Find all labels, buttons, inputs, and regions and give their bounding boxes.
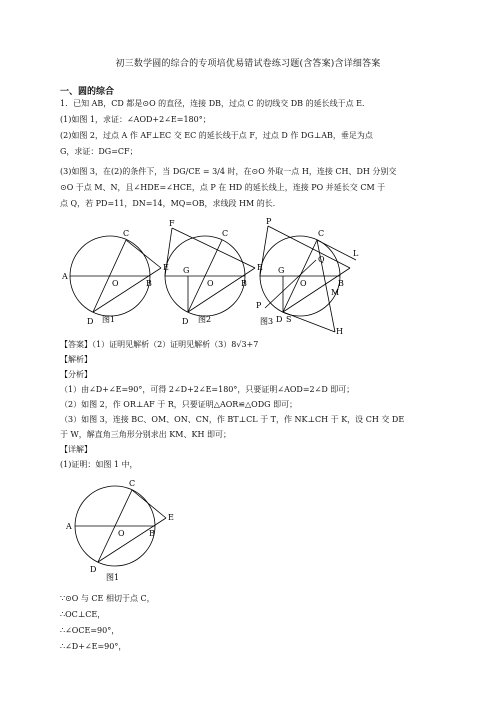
fig1-label-d: D (87, 317, 94, 326)
fig1b-label-o: O (118, 529, 125, 538)
figure-1-repeat (60, 476, 190, 586)
analysis-heading: 【解析】 (60, 355, 92, 364)
fig2-label-f: F (169, 219, 175, 228)
fig1-caption: 图1 (102, 315, 116, 324)
fig3-label-g: G (278, 266, 285, 275)
fig3-label-s: S (286, 315, 292, 324)
analysis-3a: （3）如图 3，连接 BC、OM、ON、CN，作 BT⊥CL 于 T，作 NK⊥CH 于 K，设 CH 交 DE (60, 415, 405, 424)
fig1b-label-c: C (129, 479, 136, 488)
fig3-label-p: P (256, 301, 262, 310)
q1-intro: 1．已知 AB，CD 都是⊙O 的直径，连接 DB，过点 C 的切线交 DB 的延长线于点 E． (60, 99, 370, 108)
fig3-label-m: M (331, 288, 340, 297)
fig3-label-c: C (318, 229, 325, 238)
fig1b-label-a: A (66, 522, 72, 531)
section-heading: 一、圆的综合 (60, 87, 115, 97)
fig3-label-b: B (338, 279, 344, 288)
fig1b-caption: 图1 (106, 573, 120, 582)
fig3-label-l: L (353, 249, 359, 258)
detail-1: (1)证明：如图 1 中， (60, 460, 138, 469)
q1-part2b: G，求证：DG=CF； (60, 147, 138, 156)
fig3-label-o: O (300, 279, 307, 288)
step-4: ∴∠D+∠E=90°， (60, 642, 127, 651)
detail-heading: 【详解】 (60, 445, 92, 454)
fig2-label-o: O (207, 279, 214, 288)
analysis-3b: 于 W，解直角三角形分别求出 KM、KH 即可； (60, 430, 231, 439)
fig2-caption: 图2 (198, 315, 212, 324)
fenxi-heading: 【分析】 (60, 370, 92, 379)
figure-2 (165, 228, 255, 316)
fig1b-label-b: B (149, 529, 155, 538)
fig2-label-b: B (241, 279, 247, 288)
fig1b-label-e: E (168, 513, 174, 522)
q1-part3a: (3)如图 3，在(2)的条件下，当 DG/CE = 3/4 时，在⊙O 外取一点 H，连接 CH、DH 分别交 (60, 167, 397, 176)
figure-1 (70, 236, 161, 316)
q1-part1: (1)如图 1，求证：∠AOD+2∠E=180°； (60, 115, 211, 124)
fig1-label-e: E (163, 263, 169, 272)
q1-part3c: 点 Q，若 PD=11，DN=14，MQ=OB，求线段 HM 的长． (60, 199, 281, 208)
analysis-1: （1）由∠D+∠E=90°，可得 2∠D+2∠E=180°，只要证明∠AOD=2∠D 即可； (60, 385, 355, 394)
fig1b-label-d: D (90, 565, 97, 574)
fig1-label-a: A (62, 272, 68, 281)
fig2-label-c: C (222, 229, 229, 238)
step-1: ∵⊙O 与 CE 相切于点 C， (60, 594, 155, 603)
fig2-label-g: G (183, 266, 190, 275)
fig3-label-p-top: P (266, 217, 272, 226)
fig2-label-e: E (257, 263, 263, 272)
figures-row (60, 216, 360, 336)
fig3-caption: 图3 (260, 317, 274, 326)
step-3: ∴∠OCE=90°， (60, 626, 120, 635)
fig3-label-q: Q (318, 255, 325, 264)
page-title: 初三数学圆的综合的专项培优易错试卷练习题(含答案)含详细答案 (115, 59, 381, 69)
fig1-label-b: B (146, 279, 152, 288)
analysis-2: （2）如图 2，作 OR⊥AF 于 R，只要证明△AOR≌△ODG 即可； (60, 400, 298, 409)
fig1-label-o: O (112, 279, 119, 288)
q1-part3b: ⊙O 于点 M、N，且∠HDE=∠HCE，点 P 在 HD 的延长线上，连接 PO 并延长交 CM 于 (60, 183, 386, 192)
answer-line: 【答案】（1）证明见解析（2）证明见解析（3）8√3+7 (60, 340, 259, 349)
fig2-label-d: D (182, 317, 189, 326)
q1-part2a: (2)如图 2，过点 A 作 AF⊥EC 交 EC 的延长线于点 F，过点 D 作 DG⊥AB，垂足为点 (60, 131, 373, 140)
fig3-label-h: H (336, 327, 343, 336)
step-2: ∴OC⊥CE， (60, 610, 106, 619)
fig1-label-c: C (123, 229, 130, 238)
fig3-label-d: D (276, 315, 283, 324)
